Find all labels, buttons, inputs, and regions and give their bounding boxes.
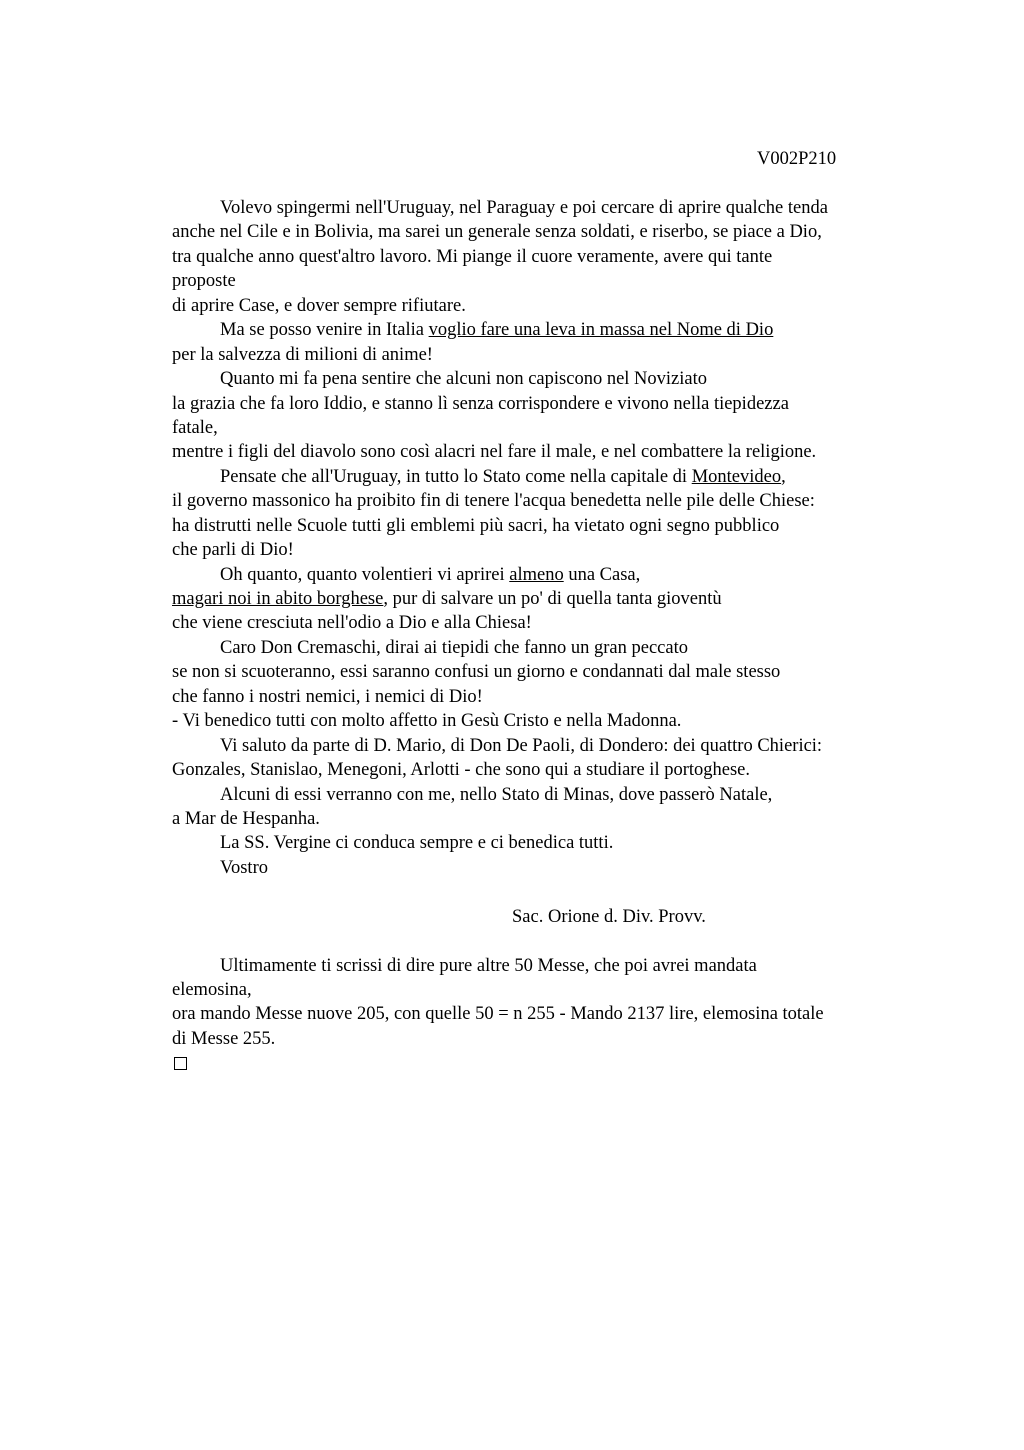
text-line: Gonzales, Stanislao, Menegoni, Arlotti - che sono qui a studiare il portoghese. [172, 760, 751, 781]
text-line: ha distrutti nelle Scuole tutti gli emblemi più sacri, ha vietato ogni segno pubblico [172, 515, 780, 536]
text-line: per la salvezza di milioni di anime! [172, 344, 433, 365]
text-line [172, 465, 912, 489]
underlined-text: voglio fare una leva in massa nel Nome di Dio [428, 320, 774, 341]
text-line [172, 318, 912, 342]
signature: Sac. Orione d. Div. Provv. [512, 906, 706, 927]
text-line: fatale, [172, 417, 218, 438]
page-id: V002P210 [757, 149, 837, 169]
text-line: La SS. Vergine ci conduca sempre e ci benedica tutti. [220, 833, 614, 854]
text-line: Caro Don Cremaschi, dirai ai tiepidi che fanno un gran peccato [220, 637, 688, 658]
underlined-text: magari noi in abito borghese [172, 589, 384, 609]
spacer [172, 929, 912, 953]
text-line: se non si scuoteranno, essi saranno confusi un giorno e condannati dal male stesso [172, 662, 781, 683]
text-span: Pensate che all'Uruguay, in tutto lo Stato come nella capitale di [220, 466, 692, 487]
text-span: Oh quanto, quanto volentieri vi aprirei [220, 564, 510, 585]
text-line: elemosina, [172, 980, 252, 1000]
text-line: che parli di Dio! [172, 540, 294, 561]
text-line: di Messe 255. [172, 1028, 276, 1049]
text-line: - Vi benedico tutti con molto affetto in Gesù Cristo e nella Madonna. [172, 711, 682, 732]
underlined-text: almeno [509, 564, 564, 585]
text-line: la grazia che fa loro Iddio, e stanno lì senza corrispondere e vivono nella tiepidezza [172, 393, 789, 414]
text-line [172, 563, 912, 587]
text-line: di aprire Case, e dover sempre rifiutare. [172, 295, 466, 316]
text-span: , pur di salvare un po' di quella tanta gioventù [383, 589, 722, 609]
empty-box-icon [174, 1057, 187, 1070]
text-line: anche nel Cile e in Bolivia, ma sarei un generale senza soldati, e riserbo, se piace a Dio, [172, 222, 822, 243]
closing: Vostro [220, 857, 268, 878]
text-span: Ma se posso venire in Italia [220, 320, 429, 341]
text-line: Alcuni di essi verranno con me, nello Stato di Minas, dove passerò Natale, [220, 784, 773, 805]
text-line: Quanto mi fa pena sentire che alcuni non capiscono nel Noviziato [220, 369, 707, 390]
text-line: Ultimamente ti scrissi di dire pure altre 50 Messe, che poi avrei mandata [220, 955, 757, 976]
text-span: una Casa, [563, 564, 641, 585]
text-line: Volevo spingermi nell'Uruguay, nel Paraguay e poi cercare di aprire qualche tenda [220, 198, 828, 218]
letter-body [172, 196, 912, 1076]
text-line: Vi saluto da parte di D. Mario, di Don De Paoli, di Dondero: dei quattro Chierici: [220, 735, 823, 756]
text-line: a Mar de Hespanha. [172, 808, 320, 829]
text-line: il governo massonico ha proibito fin di tenere l'acqua benedetta nelle pile delle Chiese: [172, 491, 815, 512]
end-marker [172, 1051, 912, 1075]
text-line [172, 587, 912, 611]
text-line: mentre i figli del diavolo sono così alacri nel fare il male, e nel combattere la religione. [172, 442, 817, 463]
text-line: ora mando Messe nuove 205, con quelle 50 = n 255 - Mando 2137 lire, elemosina totale [172, 1004, 824, 1025]
underlined-text: Montevideo [691, 466, 782, 487]
text-line: che fanno i nostri nemici, i nemici di Dio! [172, 686, 483, 707]
text-line: proposte [172, 271, 236, 292]
text-line: che viene cresciuta nell'odio a Dio e alla Chiesa! [172, 613, 532, 634]
text-line: tra qualche anno quest'altro lavoro. Mi piange il cuore veramente, avere qui tante [172, 246, 773, 267]
spacer [172, 880, 912, 904]
text-span: , [781, 466, 786, 487]
